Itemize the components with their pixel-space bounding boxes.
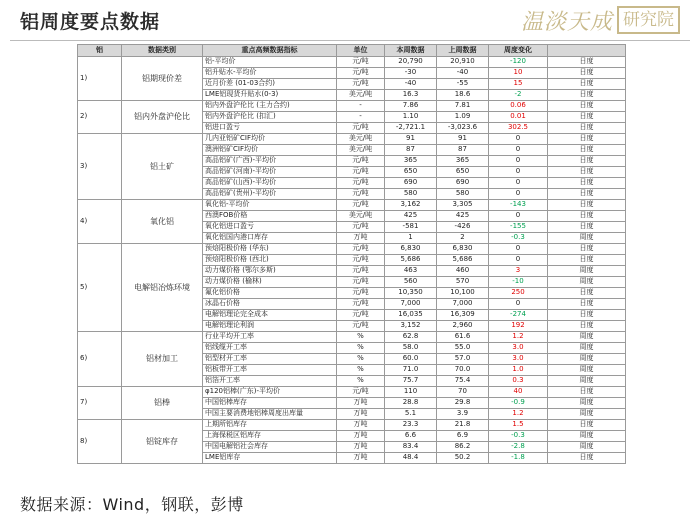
last-week-cell: 75.4 bbox=[437, 376, 489, 387]
change-cell: 192 bbox=[489, 321, 548, 332]
indicator-cell: 近月价差 (01-03合约) bbox=[203, 79, 337, 90]
last-week-cell: 1.09 bbox=[437, 112, 489, 123]
change-cell: 1.5 bbox=[489, 420, 548, 431]
change-cell: 3.0 bbox=[489, 343, 548, 354]
logo-box-text: 研究院 bbox=[617, 6, 680, 34]
table-row bbox=[78, 332, 626, 343]
change-cell: 0 bbox=[489, 167, 548, 178]
frequency-cell: 日度 bbox=[548, 134, 626, 145]
frequency-cell: 日度 bbox=[548, 145, 626, 156]
change-cell: 0 bbox=[489, 211, 548, 222]
group-number: 1) bbox=[78, 57, 122, 101]
frequency-cell: 日度 bbox=[548, 321, 626, 332]
last-week-cell: 365 bbox=[437, 156, 489, 167]
frequency-cell: 周度 bbox=[548, 277, 626, 288]
this-week-cell: 83.4 bbox=[385, 442, 437, 453]
change-cell: 0 bbox=[489, 134, 548, 145]
change-cell: 0.3 bbox=[489, 376, 548, 387]
group-number: 3) bbox=[78, 134, 122, 200]
last-week-cell: 87 bbox=[437, 145, 489, 156]
frequency-cell: 周度 bbox=[548, 365, 626, 376]
category-cell: 铝内外盘沪伦比 bbox=[122, 101, 203, 134]
frequency-cell: 日度 bbox=[548, 79, 626, 90]
change-cell: -155 bbox=[489, 222, 548, 233]
unit-cell: 元/吨 bbox=[337, 321, 385, 332]
this-week-cell: 20,790 bbox=[385, 57, 437, 68]
this-week-cell: 1 bbox=[385, 233, 437, 244]
last-week-cell: 460 bbox=[437, 266, 489, 277]
indicator-cell: 西澳FOB价格 bbox=[203, 211, 337, 222]
change-cell: -120 bbox=[489, 57, 548, 68]
last-week-cell: 7.81 bbox=[437, 101, 489, 112]
frequency-cell: 周度 bbox=[548, 354, 626, 365]
category-cell: 氧化铝 bbox=[122, 200, 203, 244]
weekly-data-table bbox=[77, 44, 626, 464]
frequency-cell: 周度 bbox=[548, 332, 626, 343]
indicator-cell: 高品铝矿(河南)-平均价 bbox=[203, 167, 337, 178]
unit-cell: 元/吨 bbox=[337, 277, 385, 288]
last-week-cell: 2,960 bbox=[437, 321, 489, 332]
unit-cell: - bbox=[337, 112, 385, 123]
this-week-cell: 110 bbox=[385, 387, 437, 398]
unit-cell: 元/吨 bbox=[337, 189, 385, 200]
this-week-cell: 10,350 bbox=[385, 288, 437, 299]
header-change: 周度变化 bbox=[489, 45, 548, 57]
unit-cell: 万吨 bbox=[337, 233, 385, 244]
indicator-cell: 铝进口盈亏 bbox=[203, 123, 337, 134]
this-week-cell: 7,000 bbox=[385, 299, 437, 310]
last-week-cell: 10,100 bbox=[437, 288, 489, 299]
indicator-cell: 电解铝理论利润 bbox=[203, 321, 337, 332]
change-cell: 1.2 bbox=[489, 409, 548, 420]
change-cell: -0.3 bbox=[489, 233, 548, 244]
this-week-cell: 7.86 bbox=[385, 101, 437, 112]
indicator-cell: 铝-平均价 bbox=[203, 57, 337, 68]
change-cell: -0.3 bbox=[489, 431, 548, 442]
this-week-cell: 3,152 bbox=[385, 321, 437, 332]
group-number: 2) bbox=[78, 101, 122, 134]
header-last-week: 上周数据 bbox=[437, 45, 489, 57]
last-week-cell: 570 bbox=[437, 277, 489, 288]
this-week-cell: 75.7 bbox=[385, 376, 437, 387]
this-week-cell: -30 bbox=[385, 68, 437, 79]
frequency-cell: 周度 bbox=[548, 442, 626, 453]
frequency-cell: 日度 bbox=[548, 299, 626, 310]
unit-cell: 元/吨 bbox=[337, 299, 385, 310]
last-week-cell: 50.2 bbox=[437, 453, 489, 464]
unit-cell: % bbox=[337, 365, 385, 376]
change-cell: -10 bbox=[489, 277, 548, 288]
unit-cell: 元/吨 bbox=[337, 178, 385, 189]
indicator-cell: 澳洲铝矿CIF均价 bbox=[203, 145, 337, 156]
indicator-cell: 行业平均开工率 bbox=[203, 332, 337, 343]
unit-cell: 美元/吨 bbox=[337, 90, 385, 101]
this-week-cell: 28.8 bbox=[385, 398, 437, 409]
last-week-cell: 3,305 bbox=[437, 200, 489, 211]
last-week-cell: 690 bbox=[437, 178, 489, 189]
unit-cell: 元/吨 bbox=[337, 288, 385, 299]
change-cell: 0 bbox=[489, 189, 548, 200]
indicator-cell: 预焙阳极价格 (华东) bbox=[203, 244, 337, 255]
change-cell: -1.8 bbox=[489, 453, 548, 464]
last-week-cell: 16,309 bbox=[437, 310, 489, 321]
unit-cell: 元/吨 bbox=[337, 255, 385, 266]
frequency-cell: 日度 bbox=[548, 387, 626, 398]
unit-cell: 美元/吨 bbox=[337, 145, 385, 156]
unit-cell: 元/吨 bbox=[337, 57, 385, 68]
frequency-cell: 周度 bbox=[548, 343, 626, 354]
this-week-cell: 560 bbox=[385, 277, 437, 288]
last-week-cell: -426 bbox=[437, 222, 489, 233]
change-cell: 0 bbox=[489, 178, 548, 189]
indicator-cell: 铝型材开工率 bbox=[203, 354, 337, 365]
last-week-cell: 55.0 bbox=[437, 343, 489, 354]
indicator-cell: 动力煤价格 (榆林) bbox=[203, 277, 337, 288]
header-frequency bbox=[548, 45, 626, 57]
indicator-cell: 氧化铝-平均价 bbox=[203, 200, 337, 211]
indicator-cell: 铝内外盘沪伦比 (主力合约) bbox=[203, 101, 337, 112]
frequency-cell: 日度 bbox=[548, 189, 626, 200]
indicator-cell: LME铝现货升贴水(0-3) bbox=[203, 90, 337, 101]
unit-cell: 元/吨 bbox=[337, 244, 385, 255]
change-cell: 3.0 bbox=[489, 354, 548, 365]
unit-cell: 元/吨 bbox=[337, 167, 385, 178]
frequency-cell: 日度 bbox=[548, 90, 626, 101]
table-row bbox=[78, 420, 626, 431]
unit-cell: 元/吨 bbox=[337, 222, 385, 233]
frequency-cell: 日度 bbox=[548, 211, 626, 222]
indicator-cell: 氧化铝国内港口库存 bbox=[203, 233, 337, 244]
unit-cell: 元/吨 bbox=[337, 123, 385, 134]
category-cell: 铝材加工 bbox=[122, 332, 203, 387]
header-category: 数据类别 bbox=[122, 45, 203, 57]
last-week-cell: 425 bbox=[437, 211, 489, 222]
last-week-cell: 6.9 bbox=[437, 431, 489, 442]
unit-cell: 元/吨 bbox=[337, 68, 385, 79]
indicator-cell: 铝内外盘沪伦比 (扣汇) bbox=[203, 112, 337, 123]
unit-cell: 元/吨 bbox=[337, 200, 385, 211]
group-number: 5) bbox=[78, 244, 122, 332]
indicator-cell: 氟化铝价格 bbox=[203, 288, 337, 299]
frequency-cell: 周度 bbox=[548, 233, 626, 244]
indicator-cell: 预焙阳极价格 (西北) bbox=[203, 255, 337, 266]
frequency-cell: 周度 bbox=[548, 376, 626, 387]
this-week-cell: 650 bbox=[385, 167, 437, 178]
last-week-cell: 6,830 bbox=[437, 244, 489, 255]
last-week-cell: 91 bbox=[437, 134, 489, 145]
this-week-cell: 1.10 bbox=[385, 112, 437, 123]
last-week-cell: 57.0 bbox=[437, 354, 489, 365]
unit-cell: % bbox=[337, 354, 385, 365]
frequency-cell: 日度 bbox=[548, 112, 626, 123]
unit-cell: 美元/吨 bbox=[337, 211, 385, 222]
last-week-cell: -55 bbox=[437, 79, 489, 90]
indicator-cell: 高品铝矿(广西)-平均价 bbox=[203, 156, 337, 167]
this-week-cell: -581 bbox=[385, 222, 437, 233]
frequency-cell: 日度 bbox=[548, 200, 626, 211]
table-row bbox=[78, 134, 626, 145]
frequency-cell: 日度 bbox=[548, 57, 626, 68]
table-row bbox=[78, 244, 626, 255]
change-cell: -2 bbox=[489, 90, 548, 101]
this-week-cell: 91 bbox=[385, 134, 437, 145]
title-divider bbox=[10, 40, 690, 41]
table-row bbox=[78, 387, 626, 398]
this-week-cell: 71.0 bbox=[385, 365, 437, 376]
change-cell: 15 bbox=[489, 79, 548, 90]
category-cell: 铝棒 bbox=[122, 387, 203, 420]
change-cell: -2.8 bbox=[489, 442, 548, 453]
unit-cell: 万吨 bbox=[337, 398, 385, 409]
logo-script-text: 温淡天成 bbox=[520, 9, 613, 35]
last-week-cell: 21.8 bbox=[437, 420, 489, 431]
indicator-cell: 铝箔开工率 bbox=[203, 376, 337, 387]
last-week-cell: 70 bbox=[437, 387, 489, 398]
indicator-cell: LME铝库存 bbox=[203, 453, 337, 464]
last-week-cell: 580 bbox=[437, 189, 489, 200]
change-cell: 0 bbox=[489, 145, 548, 156]
change-cell: 0 bbox=[489, 299, 548, 310]
frequency-cell: 日度 bbox=[548, 288, 626, 299]
change-cell: 0 bbox=[489, 156, 548, 167]
last-week-cell: -3,023.6 bbox=[437, 123, 489, 134]
unit-cell: 元/吨 bbox=[337, 266, 385, 277]
last-week-cell: 2 bbox=[437, 233, 489, 244]
frequency-cell: 日度 bbox=[548, 420, 626, 431]
last-week-cell: 5,686 bbox=[437, 255, 489, 266]
indicator-cell: 上期所铝库存 bbox=[203, 420, 337, 431]
last-week-cell: 650 bbox=[437, 167, 489, 178]
change-cell: 1.2 bbox=[489, 332, 548, 343]
frequency-cell: 日度 bbox=[548, 255, 626, 266]
this-week-cell: 463 bbox=[385, 266, 437, 277]
unit-cell: 美元/吨 bbox=[337, 134, 385, 145]
group-number: 8) bbox=[78, 420, 122, 464]
change-cell: -274 bbox=[489, 310, 548, 321]
this-week-cell: 5.1 bbox=[385, 409, 437, 420]
change-cell: 0 bbox=[489, 255, 548, 266]
indicator-cell: 电解铝理论完全成本 bbox=[203, 310, 337, 321]
last-week-cell: 61.6 bbox=[437, 332, 489, 343]
this-week-cell: 6,830 bbox=[385, 244, 437, 255]
frequency-cell: 日度 bbox=[548, 178, 626, 189]
frequency-cell: 周度 bbox=[548, 431, 626, 442]
frequency-cell: 日度 bbox=[548, 167, 626, 178]
this-week-cell: 23.3 bbox=[385, 420, 437, 431]
change-cell: -143 bbox=[489, 200, 548, 211]
unit-cell: 万吨 bbox=[337, 453, 385, 464]
unit-cell: 万吨 bbox=[337, 409, 385, 420]
unit-cell: 元/吨 bbox=[337, 310, 385, 321]
frequency-cell: 周度 bbox=[548, 398, 626, 409]
indicator-cell: 中国主要消费地铝棒周度出库量 bbox=[203, 409, 337, 420]
unit-cell: 万吨 bbox=[337, 442, 385, 453]
last-week-cell: -40 bbox=[437, 68, 489, 79]
table-row bbox=[78, 57, 626, 68]
this-week-cell: 5,686 bbox=[385, 255, 437, 266]
this-week-cell: -2,721.1 bbox=[385, 123, 437, 134]
change-cell: 1.0 bbox=[489, 365, 548, 376]
this-week-cell: 48.4 bbox=[385, 453, 437, 464]
category-cell: 铝锭库存 bbox=[122, 420, 203, 464]
indicator-cell: 氧化铝进口盈亏 bbox=[203, 222, 337, 233]
data-source-note: 数据来源：Wind，钢联，彭博 bbox=[20, 495, 244, 514]
last-week-cell: 70.0 bbox=[437, 365, 489, 376]
last-week-cell: 7,000 bbox=[437, 299, 489, 310]
indicator-cell: 铝线缆开工率 bbox=[203, 343, 337, 354]
this-week-cell: 58.0 bbox=[385, 343, 437, 354]
frequency-cell: 日度 bbox=[548, 156, 626, 167]
header-group: 铝 bbox=[78, 45, 122, 57]
frequency-cell: 日度 bbox=[548, 68, 626, 79]
change-cell: 0.06 bbox=[489, 101, 548, 112]
frequency-cell: 日度 bbox=[548, 453, 626, 464]
this-week-cell: 6.6 bbox=[385, 431, 437, 442]
this-week-cell: 16.3 bbox=[385, 90, 437, 101]
frequency-cell: 日度 bbox=[548, 222, 626, 233]
unit-cell: 元/吨 bbox=[337, 79, 385, 90]
frequency-cell: 周度 bbox=[548, 409, 626, 420]
category-cell: 铝土矿 bbox=[122, 134, 203, 200]
change-cell: 0.01 bbox=[489, 112, 548, 123]
frequency-cell: 周度 bbox=[548, 266, 626, 277]
header-indicator: 重点高频数据指标 bbox=[203, 45, 337, 57]
frequency-cell: 日度 bbox=[548, 101, 626, 112]
unit-cell: 元/吨 bbox=[337, 387, 385, 398]
group-number: 4) bbox=[78, 200, 122, 244]
indicator-cell: 中国铝棒库存 bbox=[203, 398, 337, 409]
indicator-cell: 铝升贴水-平均价 bbox=[203, 68, 337, 79]
group-number: 6) bbox=[78, 332, 122, 387]
indicator-cell: 中国电解铝社会库存 bbox=[203, 442, 337, 453]
group-number: 7) bbox=[78, 387, 122, 420]
this-week-cell: -40 bbox=[385, 79, 437, 90]
indicator-cell: 上海保税区铝库存 bbox=[203, 431, 337, 442]
indicator-cell: φ120铝棒(广东)-平均价 bbox=[203, 387, 337, 398]
unit-cell: - bbox=[337, 101, 385, 112]
this-week-cell: 3,162 bbox=[385, 200, 437, 211]
brand-logo bbox=[521, 2, 680, 38]
change-cell: 10 bbox=[489, 68, 548, 79]
this-week-cell: 60.0 bbox=[385, 354, 437, 365]
indicator-cell: 高品铝矿(贵州)-平均价 bbox=[203, 189, 337, 200]
change-cell: 0 bbox=[489, 244, 548, 255]
unit-cell: 万吨 bbox=[337, 420, 385, 431]
this-week-cell: 690 bbox=[385, 178, 437, 189]
this-week-cell: 580 bbox=[385, 189, 437, 200]
change-cell: 3 bbox=[489, 266, 548, 277]
unit-cell: % bbox=[337, 376, 385, 387]
unit-cell: 元/吨 bbox=[337, 156, 385, 167]
change-cell: 302.5 bbox=[489, 123, 548, 134]
indicator-cell: 高品铝矿(山西)-平均价 bbox=[203, 178, 337, 189]
frequency-cell: 日度 bbox=[548, 244, 626, 255]
table-row bbox=[78, 101, 626, 112]
this-week-cell: 87 bbox=[385, 145, 437, 156]
table-row bbox=[78, 200, 626, 211]
frequency-cell: 日度 bbox=[548, 123, 626, 134]
change-cell: 250 bbox=[489, 288, 548, 299]
unit-cell: % bbox=[337, 332, 385, 343]
indicator-cell: 动力煤价格 (鄂尔多斯) bbox=[203, 266, 337, 277]
frequency-cell: 日度 bbox=[548, 310, 626, 321]
this-week-cell: 62.8 bbox=[385, 332, 437, 343]
indicator-cell: 铝板带开工率 bbox=[203, 365, 337, 376]
unit-cell: 万吨 bbox=[337, 431, 385, 442]
change-cell: -0.9 bbox=[489, 398, 548, 409]
this-week-cell: 425 bbox=[385, 211, 437, 222]
category-cell: 铝期现价差 bbox=[122, 57, 203, 101]
last-week-cell: 20,910 bbox=[437, 57, 489, 68]
last-week-cell: 29.8 bbox=[437, 398, 489, 409]
indicator-cell: 几内亚铝矿CIF均价 bbox=[203, 134, 337, 145]
unit-cell: % bbox=[337, 343, 385, 354]
category-cell: 电解铝冶炼环境 bbox=[122, 244, 203, 332]
last-week-cell: 18.6 bbox=[437, 90, 489, 101]
last-week-cell: 86.2 bbox=[437, 442, 489, 453]
last-week-cell: 3.9 bbox=[437, 409, 489, 420]
page-title: 铝周度要点数据 bbox=[20, 11, 161, 33]
this-week-cell: 16,035 bbox=[385, 310, 437, 321]
header-unit: 单位 bbox=[337, 45, 385, 57]
table-header-row bbox=[78, 45, 626, 57]
change-cell: 40 bbox=[489, 387, 548, 398]
header-this-week: 本周数据 bbox=[385, 45, 437, 57]
this-week-cell: 365 bbox=[385, 156, 437, 167]
indicator-cell: 冰晶石价格 bbox=[203, 299, 337, 310]
